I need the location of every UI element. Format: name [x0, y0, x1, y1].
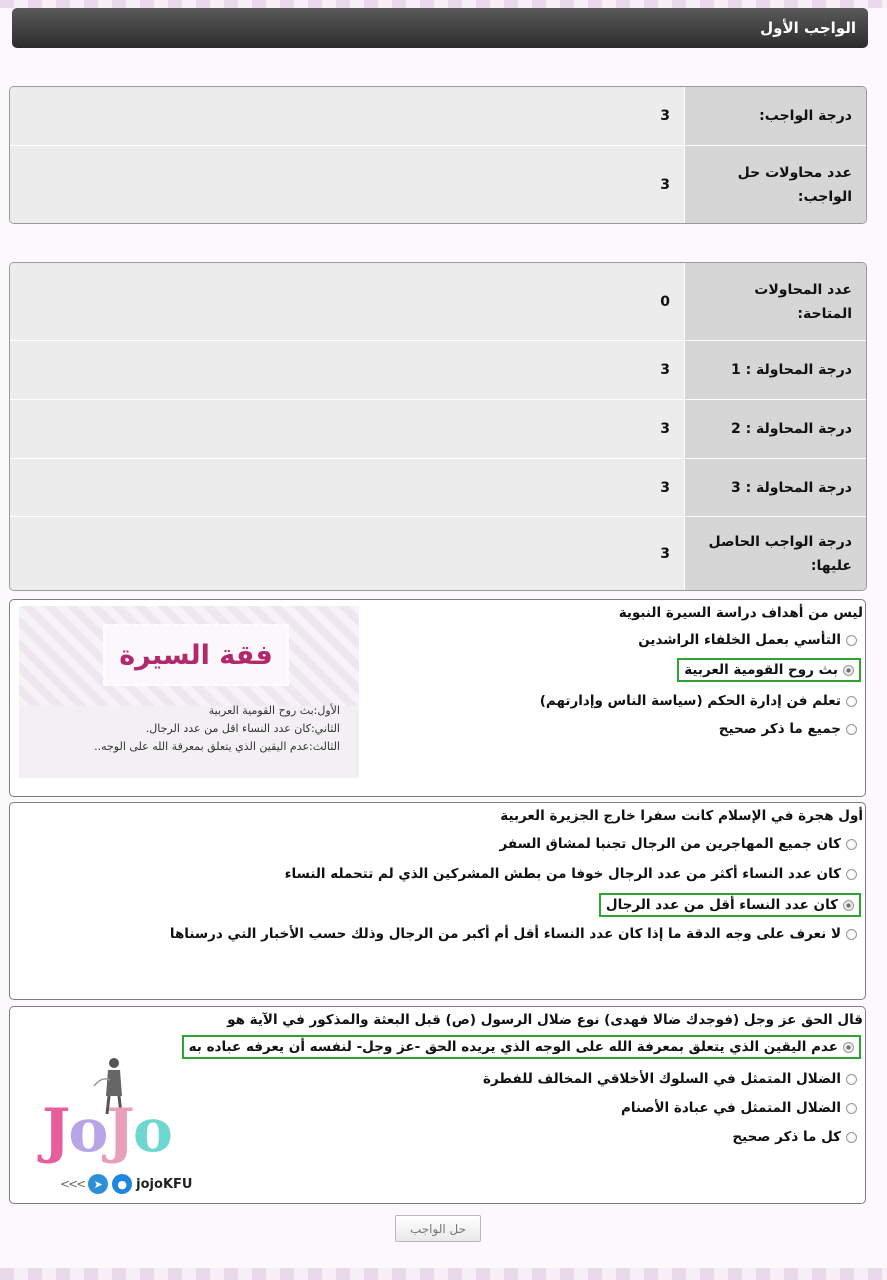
radio-button[interactable] [846, 929, 857, 940]
page-title: الواجب الأول [760, 19, 856, 37]
attempt-value: 0 [10, 263, 684, 341]
answer-option[interactable] [719, 721, 857, 737]
info-label: درجة الواجب: [684, 87, 866, 146]
option-label: كان جميع المهاجرين من الرجال تجنبا لمشاق السفر [499, 836, 841, 852]
radio-button[interactable] [846, 724, 857, 735]
logo-letter: o [68, 1096, 107, 1166]
question-text: قال الحق عز وجل (فوجدك ضالا فهدى) نوع ضلال الرسول (ص) قبل البعثة والمذكور في الآية هو [227, 1012, 863, 1028]
answer-option[interactable] [638, 632, 857, 648]
radio-button-selected[interactable] [843, 665, 854, 676]
answer-option[interactable] [540, 693, 857, 709]
radio-button[interactable] [846, 869, 857, 880]
radio-button[interactable] [846, 1103, 857, 1114]
attempt-label: درجة الواجب الحاصل عليها: [684, 517, 866, 590]
info-value: 3 [10, 146, 684, 223]
question-text: ليس من أهداف دراسة السيرة النبوية [618, 605, 863, 621]
attempt-value: 3 [10, 400, 684, 459]
twitter-icon: ● [112, 1174, 132, 1194]
background-pattern-bottom [0, 1268, 887, 1280]
attempt-row [10, 263, 866, 341]
card-note: الثالث:عدم اليقين الذي يتعلق بمعرفة الله على الوجه.. [94, 740, 340, 753]
page-title-bar [12, 8, 868, 48]
option-label: عدم اليقين الذي يتعلق بمعرفة الله على الوجه الذي يريده الحق -عز وجل- لنفسه أن يعرفه عباده به [188, 1039, 838, 1055]
answer-option[interactable] [500, 836, 857, 852]
radio-button[interactable] [846, 839, 857, 850]
answer-option-correct[interactable] [182, 1035, 861, 1059]
attempt-label: عدد المحاولات المتاحة: [684, 263, 866, 341]
radio-button[interactable] [846, 696, 857, 707]
answers-summary-card [19, 606, 359, 778]
card-notes [94, 702, 340, 756]
attempt-row [10, 341, 866, 400]
answer-option[interactable] [483, 1071, 857, 1087]
social-handle-row [60, 1174, 192, 1194]
homework-info-table [9, 86, 867, 224]
option-label: كل ما ذكر صحيح [732, 1129, 841, 1145]
attempt-label: درجة المحاولة : 2 [684, 400, 866, 459]
answer-option[interactable] [170, 926, 857, 942]
attempts-table [9, 262, 867, 591]
option-label: الضلال المتمثل في عبادة الأصنام [620, 1100, 841, 1116]
attempt-value: 3 [10, 459, 684, 517]
background-pattern-top [0, 0, 887, 8]
info-row [10, 146, 866, 223]
info-row [10, 87, 866, 146]
logo-letter: o [132, 1096, 171, 1166]
radio-button[interactable] [846, 1074, 857, 1085]
logo-letter: J [106, 1096, 133, 1166]
question-text: أول هجرة في الإسلام كانت سفرا خارج الجزيرة العربية [500, 808, 863, 824]
question-2 [9, 802, 866, 1000]
attempt-row [10, 459, 866, 517]
info-value: 3 [10, 87, 684, 146]
attempt-label: درجة المحاولة : 3 [684, 459, 866, 517]
option-label: كان عدد النساء أقل من عدد الرجال [605, 897, 838, 913]
attempt-value: 3 [10, 341, 684, 400]
card-note: الأول:بث روح القومية العربية [208, 704, 340, 717]
attempt-label: درجة المحاولة : 1 [684, 341, 866, 400]
attempt-row [10, 400, 866, 459]
logo-letter: J [42, 1096, 69, 1166]
option-label: بث روح القومية العربية [684, 662, 838, 678]
option-label: جميع ما ذكر صحيح [718, 721, 841, 737]
card-note: الثاني:كان عدد النساء اقل من عدد الرجال. [145, 722, 340, 735]
card-title: فقة السيرة [119, 639, 273, 671]
solve-homework-button[interactable] [395, 1215, 481, 1242]
answer-option[interactable] [621, 1100, 857, 1116]
option-label: كان عدد النساء أكثر من عدد الرجال خوفا من بطش المشركين الذي لم تتحمله النساء [284, 866, 841, 882]
submit-label: حل الواجب [409, 1221, 467, 1236]
jojo-watermark-logo [40, 1056, 240, 1200]
option-label: التأسي بعمل الخلفاء الراشدين [638, 632, 841, 648]
radio-button-selected[interactable] [843, 900, 854, 911]
attempt-value: 3 [10, 517, 684, 590]
answer-option[interactable] [732, 1129, 857, 1145]
option-label: لا نعرف على وجه الدقة ما إذا كان عدد النساء أقل أم أكبر من الرجال وذلك حسب الأخبار التي درسناها [169, 926, 841, 942]
arrows-icon: <<< [60, 1177, 85, 1191]
option-label: تعلم فن إدارة الحكم (سياسة الناس وإدارتهم) [539, 693, 841, 709]
answer-option-correct[interactable] [677, 658, 861, 682]
radio-button[interactable] [846, 635, 857, 646]
answer-option[interactable] [285, 866, 857, 882]
info-label: عدد محاولات حل الواجب: [684, 146, 866, 223]
attempt-row [10, 517, 866, 590]
radio-button[interactable] [846, 1132, 857, 1143]
option-label: الضلال المتمثل في السلوك الأخلاقي المخالف للفطرة [483, 1071, 841, 1087]
answer-option-correct[interactable] [599, 893, 861, 917]
card-title-box [103, 624, 289, 686]
radio-button-selected[interactable] [843, 1042, 854, 1053]
social-handle: jojoKFU [136, 1176, 193, 1192]
jojo-letters [42, 1096, 171, 1166]
telegram-icon: ➤ [88, 1174, 108, 1194]
